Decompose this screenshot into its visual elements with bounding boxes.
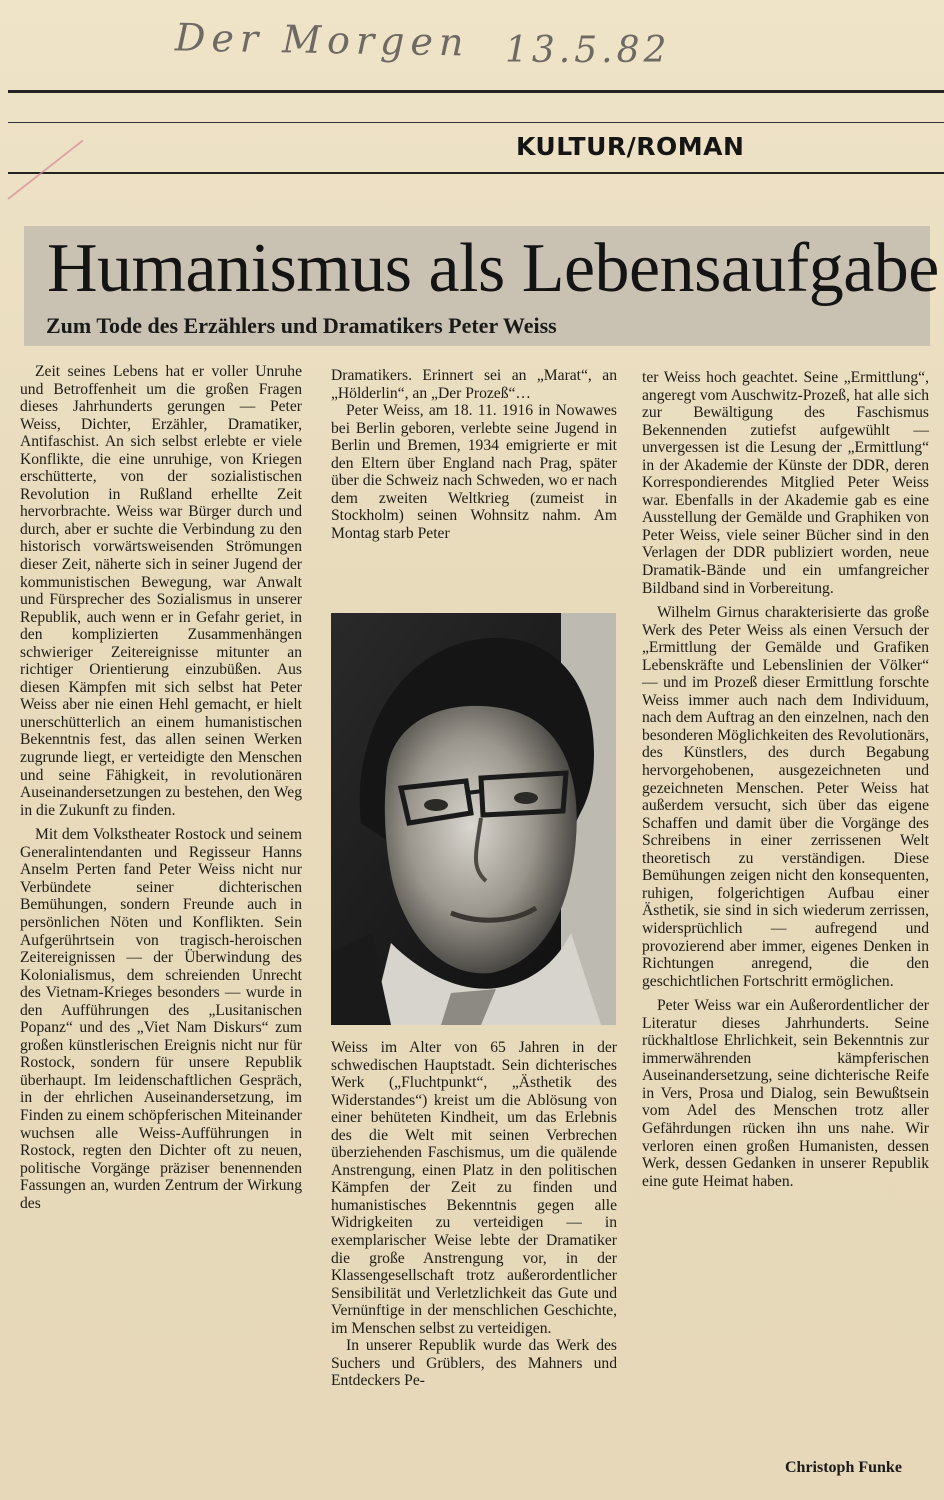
paragraph: ter Weiss hoch geachtet. Seine „Ermittlung“, angeregt vom Auschwitz-Prozeß, hat alle sich zur Bewältigung des Faschismus Bekennenden zutiefst aufgewühlt — unvergessen ist die Lesung der „Ermittlung“ in der Akademie der Künste der DDR, deren Korrespondierendes Mitglied Peter Weiss war. Ebenfalls in der Akademie gab es eine Ausstellung der Gemälde und Graphiken von Peter Weiss, viele seiner Bücher sind in den Verlagen der DDR publiziert worden, neue Dramatik-Bände und ein umfangreicher Bildband sind in Vorbereitung. xyxy=(642,369,929,597)
paragraph: Dramatikers. Erinnert sei an „Marat“, an „Hölderlin“, an „Der Prozeß“… xyxy=(331,367,617,402)
paragraph: In unserer Republik wurde das Werk des Suchers und Grüblers, des Mahners und Entdeckers Pe- xyxy=(331,1337,617,1390)
article-column-2-bottom xyxy=(331,1039,617,1390)
section-rule-bottom xyxy=(8,172,944,174)
section-label: KULTUR/ROMAN xyxy=(516,132,745,161)
headline: Humanismus als Lebensaufgabe xyxy=(47,230,939,307)
paragraph: Wilhelm Girnus charakterisierte das große Werk des Peter Weiss als einen Versuch der „Ermittlung der Gemälde und Grafiken Lebenskräfte und Lebenslinien der Völker“ — und im Prozeß dieser Ermittlung forschte Weiss immer auch nach dem Individuum, nach dem Auftrag an den einzelnen, nach den besonderen Möglichkeiten des Revolutionärs, des Künstlers, des durch Begabung hervorgehobenen, ausgezeichneten und gezeichneten Menschen. Peter Weiss hat außerdem versucht, sich über das eigene Schaffen und damit über die Vorgänge des Schreibens in einer zerrissenen Welt theoretisch zu verständigen. Diese Bemühungen zeigen nicht den konsequenten, ruhigen, folgerichtigen Aufbau einer Ästhetik, sie sind in sich wiederum zerrissen, widersprüchlich — aufregend und provozierend aber immer, eigenes Denken in Richtungen anregend, die den geschichtlichen Fortschritt ermöglichen. xyxy=(642,604,929,990)
top-rule xyxy=(8,90,944,93)
paragraph: Zeit seines Lebens hat er voller Unruhe und Betroffenheit um die großen Fragen dieses Jahrhunderts gerungen — Peter Weiss, Dichter, Erzähler, Dramatiker, Antifaschist. An sich selbst erlebte er viele Konflikte, die eine unruhige, von Kriegen erschütterte, von der sozialistischen Revolution in Rußland erhellte Zeit hervorbrachte. Weiss war Bürger durch und durch, aber er suchte die Verbindung zu den historisch vorwärtsweisenden Strömungen dieser Zeit, näherte sich in seiner Jugend der kommunistischen Bewegung, war Anwalt und Fürsprecher des Sozialismus in unserer Republik, auch wenn er in Gefahr geriet, in den komplizierten Zusammenhängen schwieriger Zeitereignisse mitunter an richtiger Orientierung einzubüßen. Aus diesen Kämpfen mit sich selbst hat Peter Weiss aber nie einen Hehl gemacht, er hielt unerschütterlich an einem humanistischen Bekenntnis fest, das allen seinen Werken zugrunde liegt, er verteidigte den Menschen und seine Fähigkeit, in revolutionären Auseinandersetzungen zu bestehen, den Weg in die Zukunft zu finden. xyxy=(20,363,302,819)
article-column-2-top xyxy=(331,367,617,542)
paragraph: Weiss im Alter von 65 Jahren in der schwedischen Hauptstadt. Sein dichterisches Werk („Fluchtpunkt“, „Ästhetik des Widerstandes“) kreist um die Ablösung von einer behüteten Kindheit, um das Erlebnis des die Welt mit seinen Verbrechen überziehenden Faschismus, um die quälende Anstrengung, einen Platz in den politischen Kämpfen der Zeit zu finden und humanistisches Bekenntnis gegen alle Widrigkeiten zu verteidigen — in exemplarischer Weise lebte der Dramatiker die große Anstrengung vor, in der Klassengesellschaft trotz außerordentlicher Sensibilität und Verletzlichkeit das Gute und Vernünftige in der menschlichen Geschichte, im Menschen selbst zu verteidigen. xyxy=(331,1039,617,1337)
portrait-photo xyxy=(331,613,616,1025)
paragraph: Peter Weiss war ein Außerordentlicher der Literatur dieses Jahrhunderts. Seine rückhaltlose Ehrlichkeit, sein Bekenntnis zur immerwährenden kämpferischen Auseinandersetzung, seine dichterische Reife in Vers, Prosa und Dialog, sein Bewußtsein vom Adel des Menschen trotz aller Gefährdungen rücken ihn uns nahe. Wir verloren einen großen Humanisten, dessen Werk, dessen Gedanken in unserer Republik eine gute Heimat haben. xyxy=(642,997,929,1190)
handwritten-date: 13.5.82 xyxy=(505,30,671,71)
handwritten-source: Der Morgen xyxy=(174,15,470,65)
paragraph: Peter Weiss, am 18. 11. 1916 in Nowawes bei Berlin geboren, verlebte seine Jugend in Berlin und Bremen, 1934 emigrierte er mit den Eltern über England nach Prag, später über die Schweiz nach Schweden, wo er nach dem zweiten Weltkrieg (zumeist in Stockholm) seinen Wohnsitz nahm. Am Montag starb Peter xyxy=(331,402,617,542)
author-byline: Christoph Funke xyxy=(785,1459,902,1476)
article-column-3 xyxy=(642,369,929,1190)
article-column-1 xyxy=(20,363,302,1212)
subtitle: Zum Tode des Erzählers und Dramatikers Peter Weiss xyxy=(46,313,557,338)
section-rule-top xyxy=(8,122,944,123)
paragraph: Mit dem Volkstheater Rostock und seinem Generalintendanten und Regisseur Hanns Anselm Perten fand Peter Weiss nicht nur Verbündete seiner dichterischen Bemühungen, sondern Freunde auch in persönlichen Nöten und Konflikten. Sein Aufgerührtsein von tragisch-heroischen Zeitereignissen — der Überwindung des Kolonialismus, dem schreienden Unrecht des Vietnam-Krieges besonders — wurde in den Aufführungen des „Lusitanischen Popanz“ und des „Viet Nam Diskurs“ zum großen künstlerischen Ereignis nicht nur für Rostock, sondern für unsere Republik überhaupt. Im leidenschaftlichen Gespräch, in der ehrlichen Auseinandersetzung, im Finden zu einem schöpferischen Miteinander wuchsen alle Weiss-Aufführungen in Rostock, regten den Dichter oft zu neuen, politische Vorgänge präziser benennenden Fassungen an, wurden Zentrum der Wirkung des xyxy=(20,826,302,1212)
portrait-illustration xyxy=(331,613,616,1025)
